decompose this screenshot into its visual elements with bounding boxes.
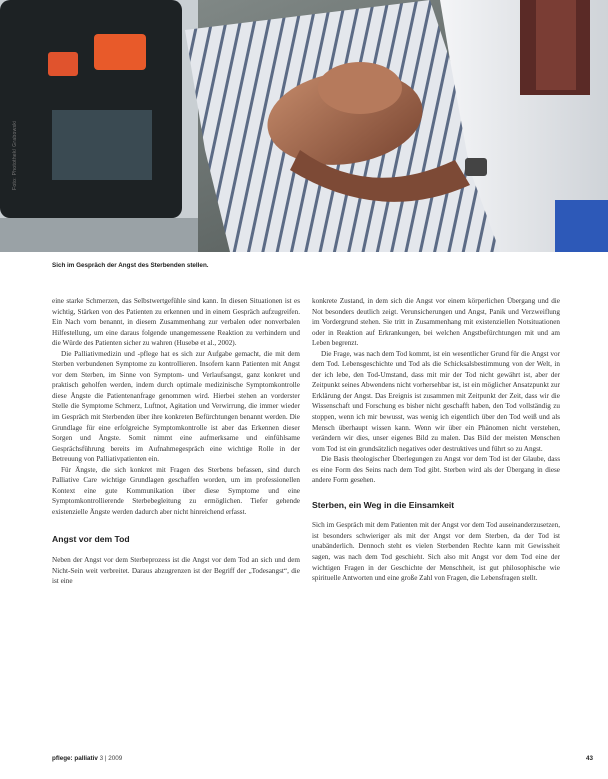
paragraph: konkrete Zustand, in dem sich die Angst vor einem körperlichen Übergang und die Not besonders deutlich zeigt. Verunsicherungen und Angst, Panik und Verzweiflung im Vordergrund stehen. Sie tritt in Zusammenhang mit existenziellen Notsituationen oder in Reaktion auf Erkrankungen, bei welchen Angstbefürchtungen mit und am Leben begrenzt. [312,297,560,348]
paragraph: eine starke Schmerzen, das Selbstwertgefühle sind kann. In diesen Situationen ist es wichtig, Stärken von des Patienten zu erkennen und in einem Gespräch aufzugreifen. Ein Nach vorn benannt, in diesem Zusammenhang zur verbalen oder nonverbalen Hilfestellung, um eine daraus folgende unangemessene Reaktion zu verhindern und die Würde des Patienten sicher zu wahren (Husebø et al., 2002). [52,297,300,348]
paragraph: Neben der Angst vor dem Sterbeprozess ist die Angst vor dem Tod an sich und dem Nicht-Sein weit verbreitet. Daraus abzugrenzen ist der Begriff der „Todesangst“, die ist eine [52,556,300,586]
paragraph: Die Palliativmedizin und -pflege hat es sich zur Aufgabe gemacht, die mit dem Sterben verbundenen Symptome zu kontrollieren. Insofern kann Patienten mit Angst vor dem Sterben, im Sinne von Symptom- und Verlaufsangst, ganz konkret und praktisch geholfen werden, indem durch optimale medizinische Symptomkontrolle diese Ängste die Patientenanfrage genommen wird. Hierbei stehen an vorderster Stelle die Symptome Schmerz, Luftnot, Agitation und Verwirrung, die immer wieder im Gespräch mit Sterbenden über ihre konkreten Befürchtungen benannt werden. Die Grundlage für eine erfolgreiche Symptomkontrolle ist aber das Erkennen dieser Sorgen und Ängste. Somit nimmt eine aufmerksame und einfühlsame Gesprächsführung bereits im Aufnahmegespräch eine wichtige Rolle in der Betreuung von Palliativpatienten ein. [52,349,300,464]
section-heading: Sterben, ein Weg in die Einsamkeit [312,499,455,510]
left-column [52,296,300,587]
section-heading: Angst vor dem Tod [52,534,130,545]
photo-caption: Sich im Gespräch der Angst des Sterbenden stellen. [52,262,209,269]
photo-credit: Foto: Photothek/ Grabowski [12,120,18,190]
journal-name: pflege: palliativ [52,755,98,762]
journal-issue: 3 | 2009 [99,755,123,762]
paragraph: Für Ängste, die sich konkret mit Fragen des Sterbens befassen, sind durch Palliative Care wichtige Grundlagen geschaffen worden, um im professionellen Kontext eine gute Kommunikation über diese Symptome und eine Symptomkontrollierende Sterbebegleitung zu ermöglichen. Tiefer gehende existenzielle Ängste werden dadurch aber nicht hinreichend erfasst. [52,465,300,516]
paragraph: Die Basis theologischer Überlegungen zu Angst vor dem Tod ist der Glaube, dass es eine Form des Seins nach dem Tod gibt. Sterben wird als der Übergang in diese andere Form gesehen. [312,455,560,485]
paragraph: Sich im Gespräch mit dem Patienten mit der Angst vor dem Tod auseinanderzusetzen, ist besonders schwieriger als mit der Angst vor dem Sterben, da der Tod ist unabänderlich. Dennoch steht es vielen Sterbenden Rechte kann mit Gewissheit sagen, was nach dem Tod geschieht. Sich also mit Angst vor dem Tod eine der wichtigen Fragen in der Geschichte der Menschheit, ist gut philosophische wie spirituelle Antworten und eine große Zahl von Fragen, die Lebensfragen stellt. [312,521,560,583]
paragraph: Die Frage, was nach dem Tod kommt, ist ein wesentlicher Grund für die Angst vor dem Tod. Lebensgeschichte und Tod als die Schicksalsbestimmung von der Welt, in der ich lebe, den Tod-Umstand, dass mit mir der Tod nicht gewährt ist, aber der Zeitpunkt seines Abwendens nicht vorhersehbar ist, ist ein möglicher Ansatzpunkt zur Erklärung der Angst. Das Ereignis ist zusammen mit Zeitpunkt der Zeit, dass wir die Wissenschaft und Forschung es bisher nicht geschafft haben, den Tod vollständig zu stoppen, wenn ich mir bewusst, was wenig ich eigentlich über den Tod weiß und als Mensch überhaupt wissen kann. Wenn wir über ein Phänomen nicht verstehen, verändern wir dies, unser eigenes Bild zu malen. Das Bild der meisten Menschen vom Tod ist ein grundsätzlich negatives oder destruktives und führt so zu Angst. [312,349,560,453]
page-number: 43 [586,755,594,762]
photo-hospital-hands [0,0,608,252]
footer-journal [52,755,122,762]
right-column [312,296,560,584]
